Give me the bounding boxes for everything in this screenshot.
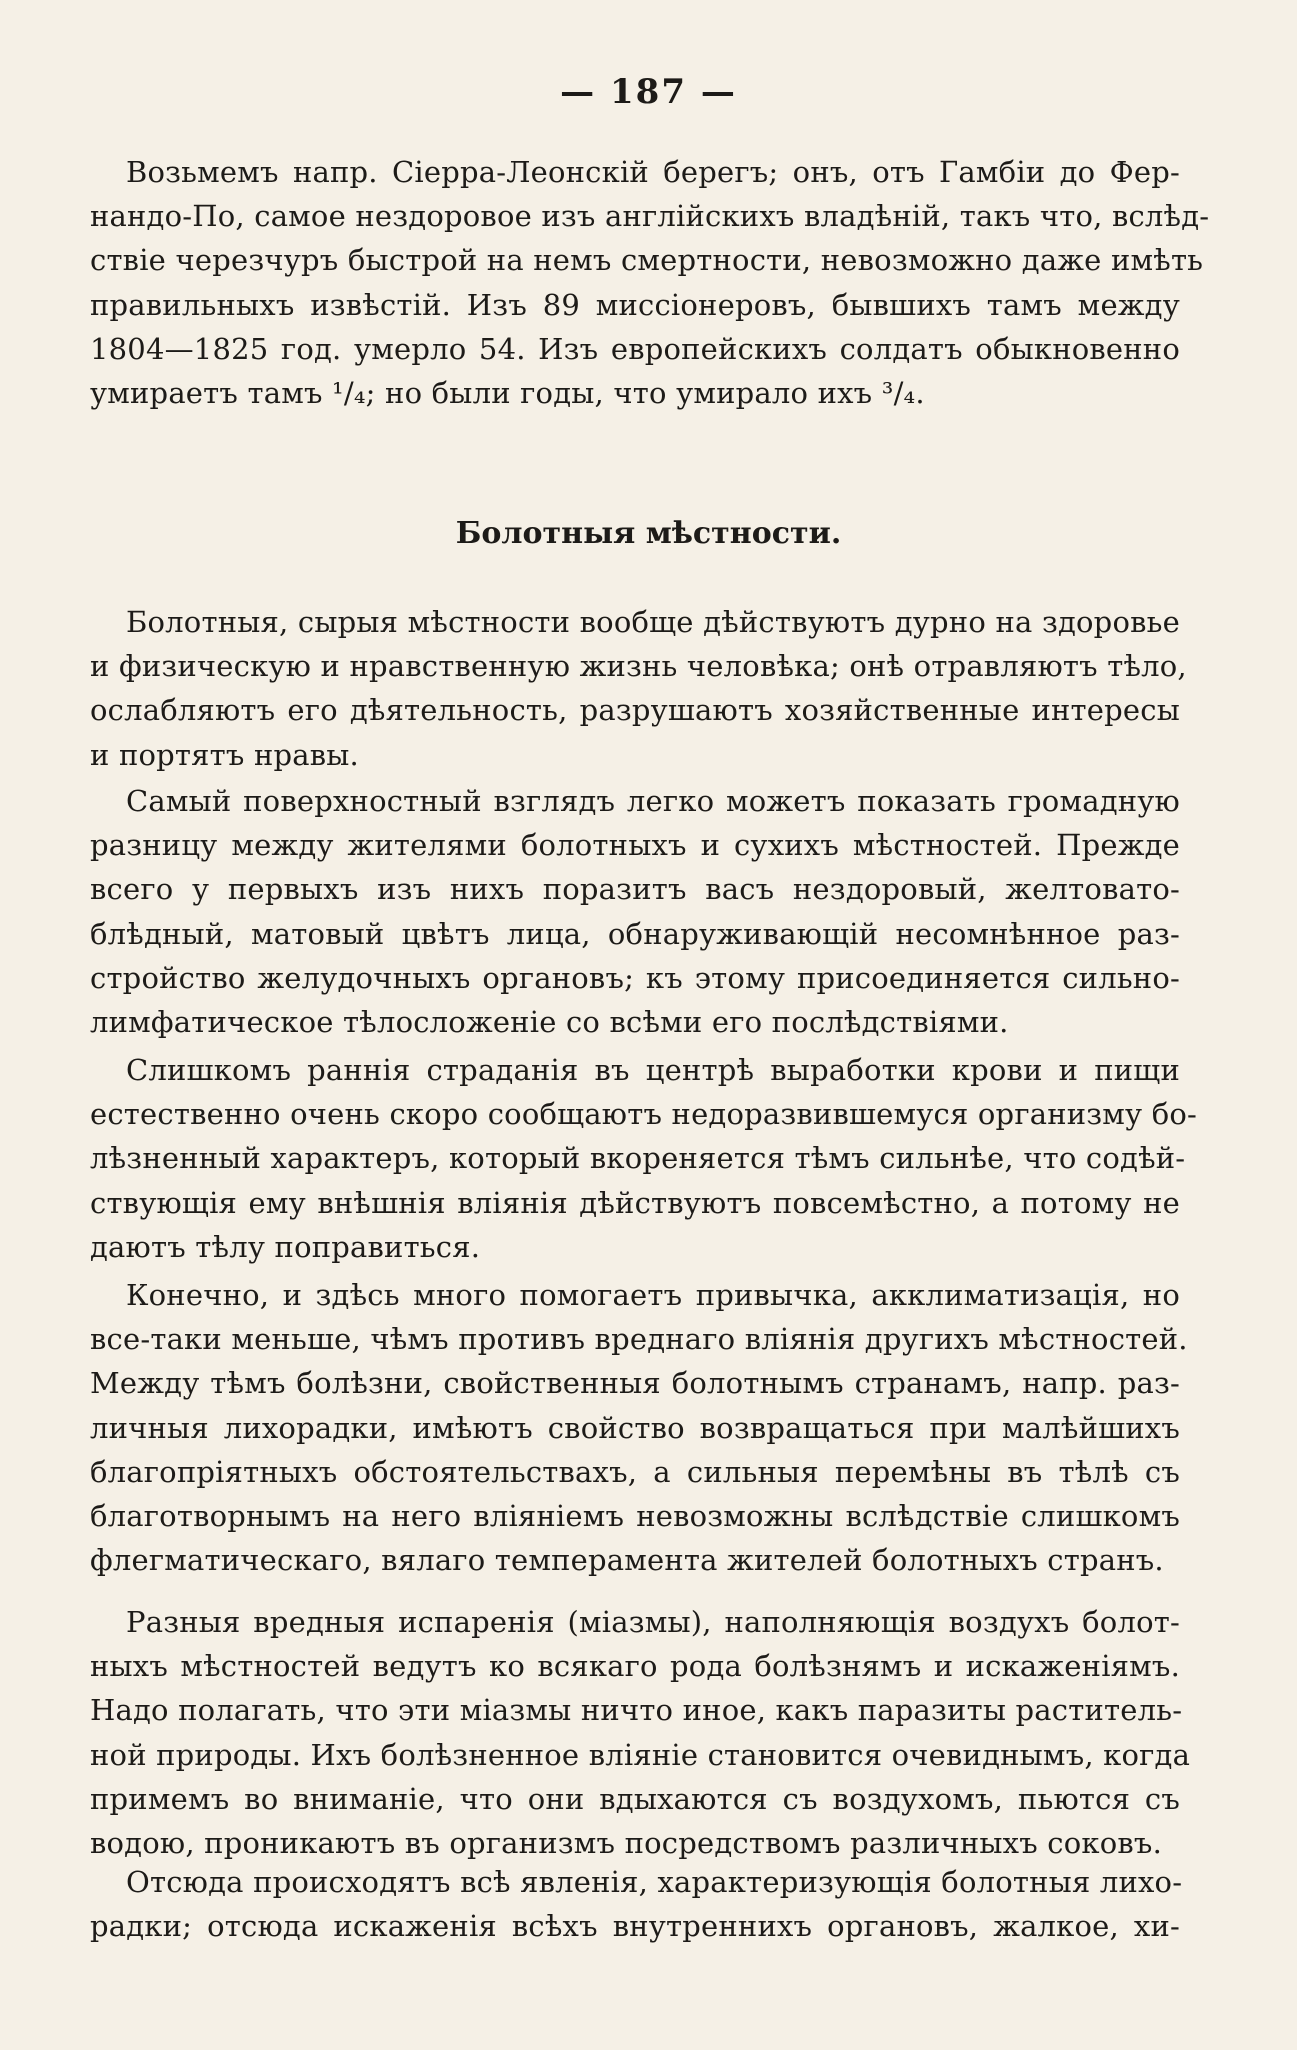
text-line: все-таки меньше, чѣмъ противъ вреднаго вліянія другихъ мѣстностей. bbox=[90, 1322, 1188, 1357]
text-line: Слишкомъ раннія страданія въ центрѣ выработки крови и пищи bbox=[126, 1053, 1180, 1087]
paragraph-4 bbox=[90, 1048, 1198, 1269]
text-line: Надо полагать, что эти міазмы ничто иное, какъ паразиты раститель- bbox=[90, 1693, 1183, 1728]
paragraph-3 bbox=[90, 779, 1180, 1044]
text-line: даютъ тѣлу поправиться. bbox=[90, 1229, 481, 1264]
text-line: лимфатическое тѣлосложеніе со всѣми его послѣдствіями. bbox=[90, 1004, 1009, 1039]
text-line: Между тѣмъ болѣзни, свойственныя болотнымъ странамъ, напр. раз- bbox=[90, 1366, 1180, 1401]
text-line: нандо-По, самое нездоровое изъ англійскихъ владѣній, такъ что, вслѣд- bbox=[90, 199, 1210, 234]
text-line: ной природы. Ихъ болѣзненное вліяніе становится очевиднымъ, когда bbox=[90, 1737, 1191, 1772]
text-line: благотворнымъ на него вліяніемъ невозможны вслѣдствіе слишкомъ bbox=[90, 1498, 1180, 1533]
text-line: всего у первыхъ изъ нихъ поразитъ васъ нездоровый, желтовато- bbox=[90, 872, 1180, 907]
text-line: Возьмемъ напр. Сіерра-Леонскій берегъ; онъ, отъ Гамбіи до Фер- bbox=[126, 155, 1180, 189]
text-line: и портятъ нравы. bbox=[90, 737, 359, 772]
text-line: стройство желудочныхъ органовъ; къ этому присоединяется сильно- bbox=[90, 960, 1180, 995]
text-line: Конечно, и здѣсь много помогаетъ привычка, акклиматизація, но bbox=[126, 1278, 1180, 1312]
paragraph-1 bbox=[90, 150, 1210, 415]
text-line: водою, проникаютъ въ организмъ посредствомъ различныхъ соковъ. bbox=[90, 1825, 1162, 1860]
paragraph-7 bbox=[90, 1860, 1183, 1948]
text-line: личныя лихорадки, имѣютъ свойство возвращаться при малѣйшихъ bbox=[90, 1410, 1180, 1445]
paragraph-5 bbox=[90, 1273, 1188, 1582]
text-line: Отсюда происходятъ всѣ явленія, характеризующія болотныя лихо- bbox=[126, 1865, 1183, 1899]
text-line: разницу между жителями болотныхъ и сухихъ мѣстностей. Прежде bbox=[90, 828, 1180, 863]
text-line: флегматическаго, вялаго темперамента жителей болотныхъ странъ. bbox=[90, 1543, 1164, 1578]
paragraph-6 bbox=[90, 1600, 1191, 1865]
text-line: правильныхъ извѣстій. Изъ 89 миссіонеровъ, бывшихъ тамъ между bbox=[90, 287, 1180, 322]
text-line: 1804—1825 год. умерло 54. Изъ европейскихъ солдатъ обыкновенно bbox=[90, 331, 1180, 366]
text-line: Разныя вредныя испаренія (міазмы), наполняющія воздухъ болот- bbox=[126, 1605, 1180, 1639]
text-line: ствующія ему внѣшнія вліянія дѣйствуютъ повсемѣстно, а потому не bbox=[90, 1185, 1180, 1220]
text-line: ослабляютъ его дѣятельность, разрушаютъ хозяйственные интересы bbox=[90, 693, 1180, 728]
text-line: лѣзненный характеръ, который вкореняется тѣмъ сильнѣе, что содѣй- bbox=[90, 1141, 1186, 1176]
text-line: и физическую и нравственную жизнь человѣка; онѣ отравляютъ тѣло, bbox=[90, 649, 1187, 684]
section-heading: Болотныя мѣстности. bbox=[455, 516, 842, 551]
text-line: Болотныя, сырыя мѣстности вообще дѣйствуютъ дурно на здоровье bbox=[126, 605, 1180, 639]
text-line: блѣдный, матовый цвѣтъ лица, обнаруживающій несомнѣнное раз- bbox=[90, 916, 1180, 951]
text-line: радки; отсюда искаженія всѣхъ внутреннихъ органовъ, жалкое, хи- bbox=[90, 1909, 1180, 1944]
text-line: примемъ во вниманіе, что они вдыхаются съ воздухомъ, пьются съ bbox=[90, 1781, 1180, 1816]
text-line: умираетъ тамъ ¹/₄; но были годы, что умирало ихъ ³/₄. bbox=[90, 375, 925, 410]
text-line: ныхъ мѣстностей ведутъ ко всякаго рода болѣзнямъ и искаженіямъ. bbox=[90, 1649, 1180, 1684]
text-line: ствіе черезчуръ быстрой на немъ смертности, невозможно даже имѣть bbox=[90, 243, 1204, 278]
text-line: естественно очень скоро сообщаютъ недоразвившемуся организму бо- bbox=[90, 1097, 1198, 1132]
text-line: благопріятныхъ обстоятельствахъ, а сильныя перемѣны въ тѣлѣ съ bbox=[90, 1454, 1180, 1489]
paragraph-2 bbox=[90, 600, 1187, 777]
text-line: Самый поверхностный взглядъ легко можетъ показать громадную bbox=[126, 784, 1180, 818]
page-number: — 187 — bbox=[560, 72, 737, 112]
